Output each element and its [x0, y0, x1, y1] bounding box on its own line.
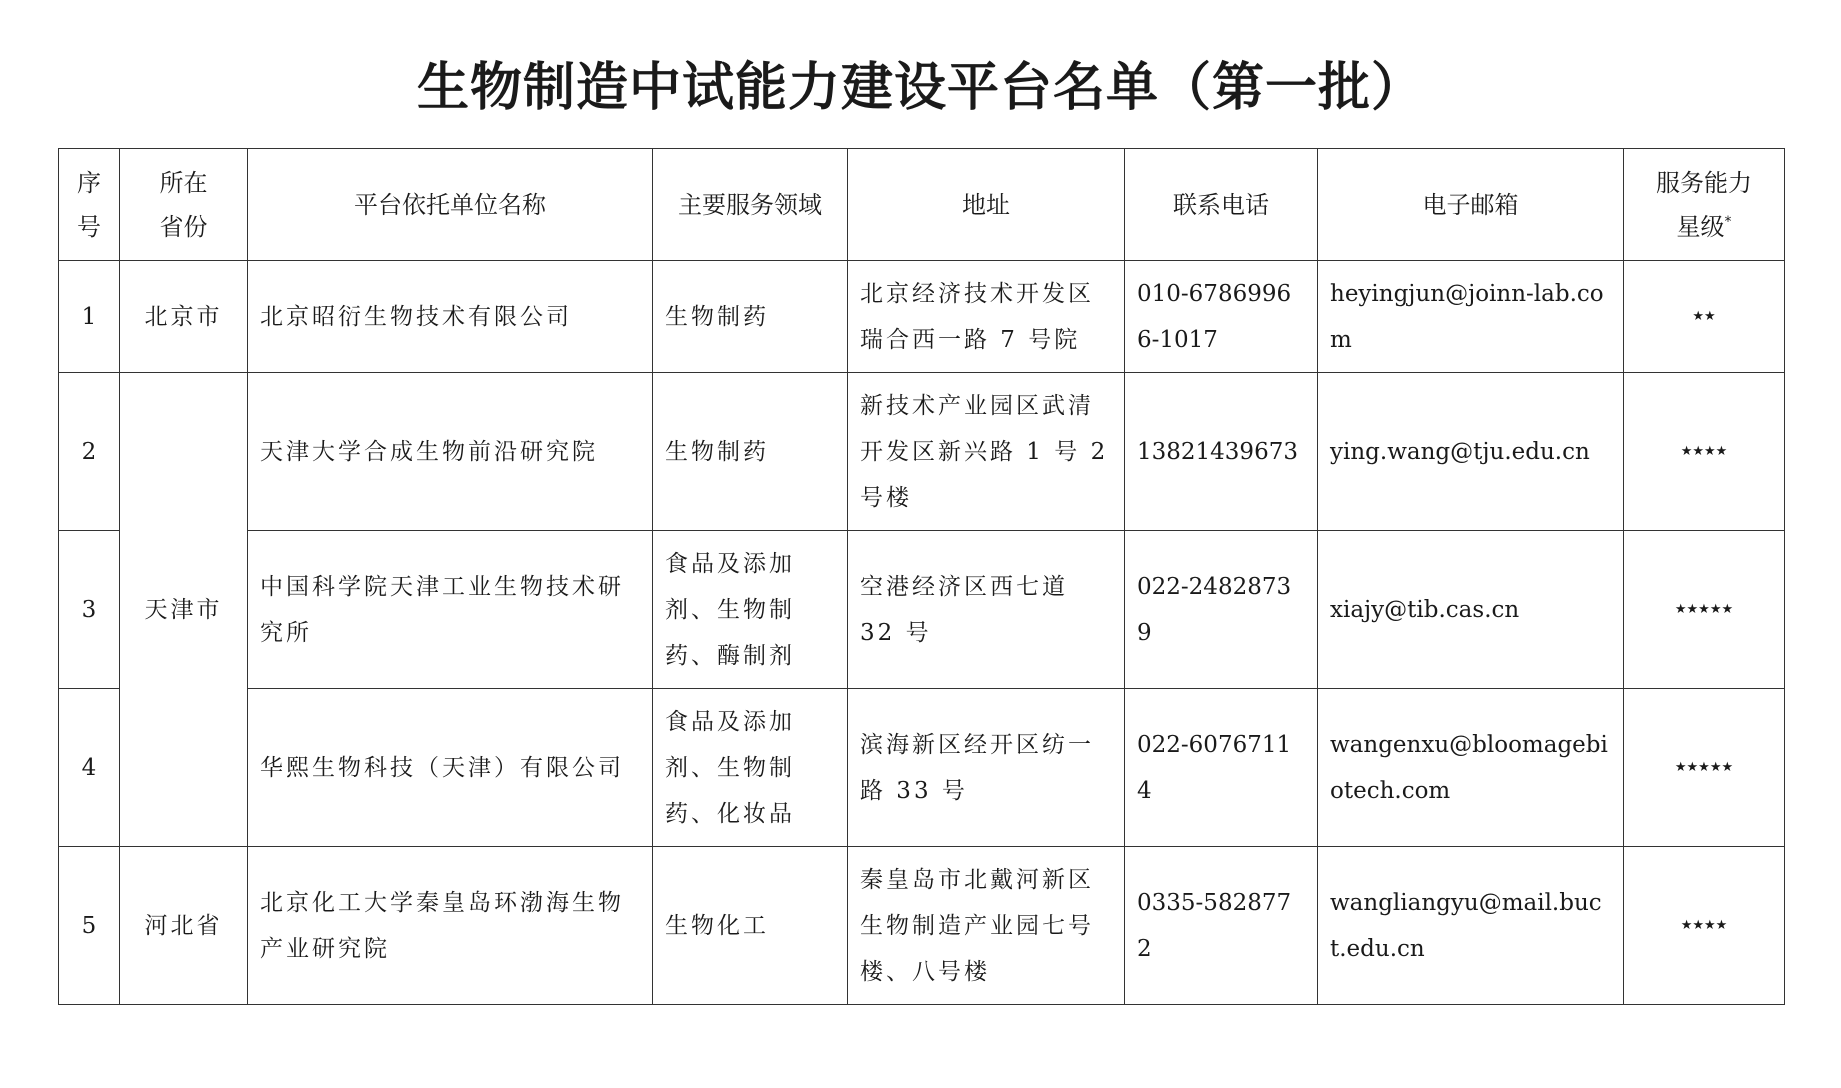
- cell-star-rating: ★★: [1624, 261, 1785, 373]
- header-seq: [59, 149, 120, 261]
- cell-field: 生物制药: [653, 373, 848, 531]
- header-field: 主要服务领域: [653, 149, 848, 261]
- cell-seq: 3: [59, 531, 120, 689]
- cell-address: 新技术产业园区武清开发区新兴路 1 号 2 号楼: [848, 373, 1125, 531]
- cell-email: wangenxu@bloomagebiotech.com: [1318, 689, 1624, 847]
- cell-email: wangliangyu@mail.buct.edu.cn: [1318, 847, 1624, 1005]
- platform-roster-table: [58, 148, 1785, 1005]
- cell-field: 食品及添加剂、生物制药、酶制剂: [653, 531, 848, 689]
- header-email: 电子邮箱: [1318, 149, 1624, 261]
- document-title: 生物制造中试能力建设平台名单（第一批）: [416, 58, 1424, 118]
- header-seq-line1: 序: [77, 168, 101, 197]
- cell-email: heyingjun@joinn-lab.com: [1318, 261, 1624, 373]
- cell-address: 秦皇岛市北戴河新区生物制造产业园七号楼、八号楼: [848, 847, 1125, 1005]
- cell-seq: 4: [59, 689, 120, 847]
- cell-email: ying.wang@tju.edu.cn: [1318, 373, 1624, 531]
- header-province-line1: 所在: [159, 168, 208, 197]
- cell-field: 食品及添加剂、生物制药、化妆品: [653, 689, 848, 847]
- cell-phone: 010-67869966-1017: [1125, 261, 1318, 373]
- cell-unit: 北京化工大学秦皇岛环渤海生物产业研究院: [248, 847, 653, 1005]
- cell-phone: 022-24828739: [1125, 531, 1318, 689]
- table-row: [59, 261, 1785, 373]
- cell-address: 空港经济区西七道 32 号: [848, 531, 1125, 689]
- cell-address: 北京经济技术开发区瑞合西一路 7 号院: [848, 261, 1125, 373]
- cell-unit: 北京昭衍生物技术有限公司: [248, 261, 653, 373]
- header-rating-line2: 星级: [1676, 212, 1725, 241]
- cell-unit: 天津大学合成生物前沿研究院: [248, 373, 653, 531]
- cell-seq: 2: [59, 373, 120, 531]
- cell-province: 天津市: [120, 373, 248, 847]
- cell-phone: 0335-5828772: [1125, 847, 1318, 1005]
- table-header-row: [59, 149, 1785, 261]
- table-row: [59, 847, 1785, 1005]
- cell-unit: 华熙生物科技（天津）有限公司: [248, 689, 653, 847]
- header-seq-line2: 号: [77, 212, 101, 241]
- cell-phone: 022-60767114: [1125, 689, 1318, 847]
- header-address: 地址: [848, 149, 1125, 261]
- cell-seq: 5: [59, 847, 120, 1005]
- header-unit: 平台依托单位名称: [248, 149, 653, 261]
- header-phone: 联系电话: [1125, 149, 1318, 261]
- cell-field: 生物化工: [653, 847, 848, 1005]
- cell-seq: 1: [59, 261, 120, 373]
- cell-star-rating: ★★★★: [1624, 847, 1785, 1005]
- cell-email: xiajy@tib.cas.cn: [1318, 531, 1624, 689]
- cell-province: 河北省: [120, 847, 248, 1005]
- table-row: [59, 373, 1785, 531]
- header-rating-footnote-mark: *: [1724, 213, 1732, 230]
- cell-star-rating: ★★★★: [1624, 373, 1785, 531]
- cell-phone: 13821439673: [1125, 373, 1318, 531]
- table-row: [59, 689, 1785, 847]
- header-rating-line1: 服务能力: [1656, 168, 1752, 197]
- cell-address: 滨海新区经开区纺一路 33 号: [848, 689, 1125, 847]
- table-row: [59, 531, 1785, 689]
- header-province-line2: 省份: [159, 212, 208, 241]
- cell-star-rating: ★★★★★: [1624, 689, 1785, 847]
- cell-star-rating: ★★★★★: [1624, 531, 1785, 689]
- cell-unit: 中国科学院天津工业生物技术研究所: [248, 531, 653, 689]
- cell-field: 生物制药: [653, 261, 848, 373]
- header-rating: [1624, 149, 1785, 261]
- cell-province: 北京市: [120, 261, 248, 373]
- header-province: [120, 149, 248, 261]
